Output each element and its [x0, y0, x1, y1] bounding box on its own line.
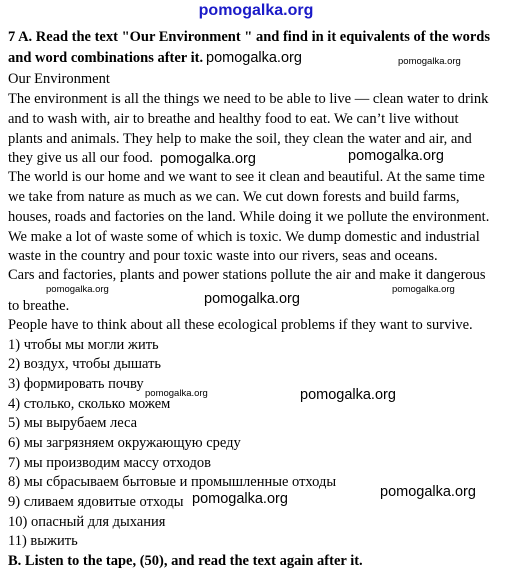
text-line: The environment is all the things we need to be able to live — clean water to drink [8, 91, 489, 107]
text-line: we take from nature as much as we can. We cut down forests and build farms, [8, 189, 460, 205]
watermark-top: pomogalka.org [198, 2, 314, 19]
text-line: Cars and factories, plants and power stations pollute the air and make it dangerous [8, 267, 486, 283]
phrase-item: 3) формировать почву [8, 376, 144, 392]
watermark: pomogalka.org [300, 387, 396, 403]
phrase-item: 1) чтобы мы могли жить [8, 337, 159, 353]
text-line: to breathe. [8, 298, 70, 314]
text-line: and to wash with, air to breathe and healthy food to eat. We can’t live without [8, 111, 459, 127]
watermark: pomogalka.org [348, 148, 444, 164]
phrase-item: 6) мы загрязняем окружающую среду [8, 435, 241, 451]
watermark: pomogalka.org [204, 291, 300, 307]
phrase-item: 11) выжить [8, 533, 78, 549]
text-title: Our Environment [8, 71, 110, 87]
watermark: pomogalka.org [192, 491, 288, 507]
watermark: pomogalka.org [398, 56, 461, 67]
text-line: houses, roads and factories on the land. While doing it we pollute the environment. [8, 209, 490, 225]
task-a-heading-line-2: and word combinations after it. [8, 50, 204, 66]
text-line: waste in the country and pour toxic waste into our rivers, seas and oceans. [8, 248, 438, 264]
phrase-item: 9) сливаем ядовитые отходы [8, 494, 184, 510]
text-line: People have to think about all these ecological problems if they want to survive. [8, 317, 473, 333]
phrase-item: 8) мы сбрасываем бытовые и промышленные отходы [8, 474, 337, 490]
watermark: pomogalka.org [145, 388, 208, 399]
watermark: pomogalka.org [392, 284, 455, 295]
watermark: pomogalka.org [380, 484, 476, 500]
phrase-item: 5) мы вырубаем леса [8, 415, 138, 431]
phrase-item: 7) мы производим массу отходов [8, 455, 211, 471]
task-b-heading: B. Listen to the tape, (50), and read the text again after it. [8, 553, 363, 569]
text-line: The world is our home and we want to see it clean and beautiful. At the same time [8, 169, 485, 185]
text-line: they give us all our food. [8, 150, 153, 166]
watermark: pomogalka.org [46, 284, 109, 295]
watermark: pomogalka.org [160, 151, 256, 167]
text-line: plants and animals. They help to make the soil, they clean the water and air, and [8, 131, 472, 147]
text-line: We make a lot of waste some of which is toxic. We dump domestic and industrial [8, 229, 480, 245]
phrase-item: 4) столько, сколько можем [8, 396, 171, 412]
task-a-heading-line-1: 7 A. Read the text "Our Environment " and find in it equivalents of the words [8, 29, 491, 45]
phrase-item: 2) воздух, чтобы дышать [8, 356, 162, 372]
phrase-item: 10) опасный для дыхания [8, 514, 166, 530]
watermark: pomogalka.org [206, 50, 302, 66]
